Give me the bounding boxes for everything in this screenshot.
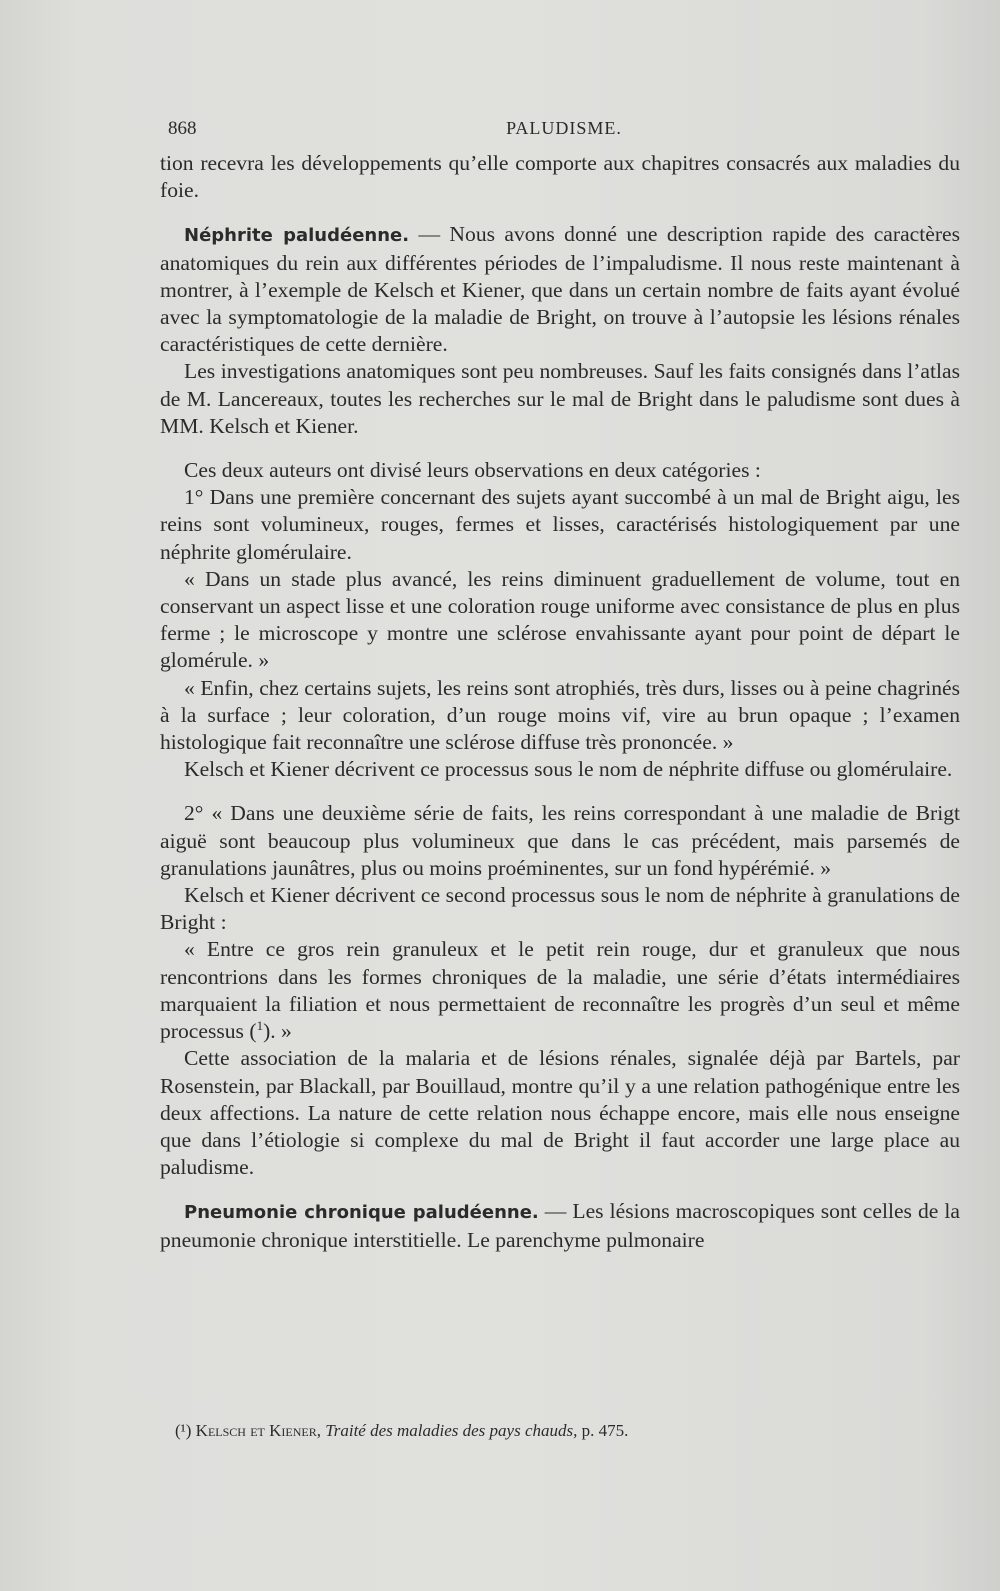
section-text: — Les lésions macroscopiques sont celles de la pneumonie chronique interstitielle. Le parenchyme pulmonaire bbox=[160, 1199, 960, 1252]
paragraph-with-footnote-ref bbox=[160, 936, 960, 1045]
paragraph: tion recevra les développements qu’elle comporte aux chapitres consacrés aux maladies du foie. bbox=[160, 151, 960, 203]
section-pneumonie bbox=[160, 1198, 960, 1253]
footnote-ref: 1 bbox=[256, 1017, 264, 1033]
section-text: — Nous avons donné une description rapide des caractères anatomiques du rein aux différentes périodes de l’impaludisme. Il nous reste maintenant à montrer, à l’exemple de Kelsch et Kiener, que dans un certain nombre de faits ayant évolué avec la symptomatologie de la maladie de Bright, on trouve à l’autopsie les lésions rénales caractéristiques de cette dernière. bbox=[160, 222, 960, 357]
paragraph-text: « Entre ce gros rein granuleux et le petit rein rouge, dur et granuleux que nous rencontrions dans les formes chroniques de la maladie, une série d’états intermédiaires marquaient la filiation et nous permettaient de reconnaître les progrès d’un seul et même processus ( bbox=[160, 937, 960, 1044]
paragraph: « Dans un stade plus avancé, les reins diminuent graduellement de volume, tout en conservant un aspect lisse et une coloration rouge uniforme avec consistance de plus en plus ferme ; le microscope y montre une sclérose envahissante ayant pour point de départ le glomérule. » bbox=[160, 566, 960, 673]
section-heading: Néphrite paludéenne. bbox=[184, 225, 410, 247]
paragraph: 2° « Dans une deuxième série de faits, les reins correspondant à une maladie de Brigt aiguë sont beaucoup plus volumineux que dans le cas précédent, mais parsemés de granulations jaunâtres, plus ou moins proéminentes, sur un fond hypérémié. » bbox=[160, 801, 960, 880]
footnote-marker: (¹) bbox=[175, 1421, 192, 1440]
page-header bbox=[168, 118, 960, 146]
footnote-title: Traité des maladies des pays chauds, bbox=[325, 1421, 578, 1440]
section-heading: Pneumonie chronique paludéenne. bbox=[184, 1202, 539, 1224]
section-nephrite bbox=[160, 221, 960, 358]
page-number: 868 bbox=[168, 118, 197, 139]
paragraph: Kelsch et Kiener décrivent ce second processus sous le nom de néphrite à granulations de Bright : bbox=[160, 883, 960, 935]
footnote-page: p. 475. bbox=[581, 1421, 629, 1440]
running-title: PALUDISME. bbox=[506, 118, 622, 138]
footnote bbox=[175, 1420, 955, 1442]
paragraph: Ces deux auteurs ont divisé leurs observations en deux catégories : bbox=[184, 458, 761, 483]
paragraph: 1° Dans une première concernant des sujets ayant succombé à un mal de Bright aigu, les reins sont volumineux, rouges, fermes et lisses, caractérisés histologiquement par une néphrite glomérulaire. bbox=[160, 485, 960, 564]
paragraph: Cette association de la malaria et de lésions rénales, signalée déjà par Bartels, par Rosenstein, par Blackall, par Bouillaud, montre qu’il y a une relation pathogénique entre les deux affections. La nature de cette relation nous échappe encore, mais elle nous enseigne que dans l’étiologie si complexe du mal de Bright il faut accorder une large place au paludisme. bbox=[160, 1046, 960, 1180]
paragraph-text-end: ). » bbox=[263, 1019, 292, 1044]
paragraph: Les investigations anatomiques sont peu nombreuses. Sauf les faits consignés dans l’atlas de M. Lancereaux, toutes les recherches sur le mal de Bright dans le paludisme sont dues à MM. Kelsch et Kiener. bbox=[160, 359, 960, 438]
footnote-authors: Kelsch et Kiener, bbox=[195, 1421, 321, 1440]
paragraph: Kelsch et Kiener décrivent ce processus sous le nom de néphrite diffuse ou glomérulaire. bbox=[184, 757, 953, 782]
body-text bbox=[160, 150, 960, 1254]
paragraph: « Enfin, chez certains sujets, les reins sont atrophiés, très durs, lisses ou à peine chagrinés à la surface ; leur coloration, d’un rouge moins vif, vire au brun opaque ; l’examen histologique fait reconnaître une sclérose diffuse très prononcée. » bbox=[160, 675, 960, 755]
